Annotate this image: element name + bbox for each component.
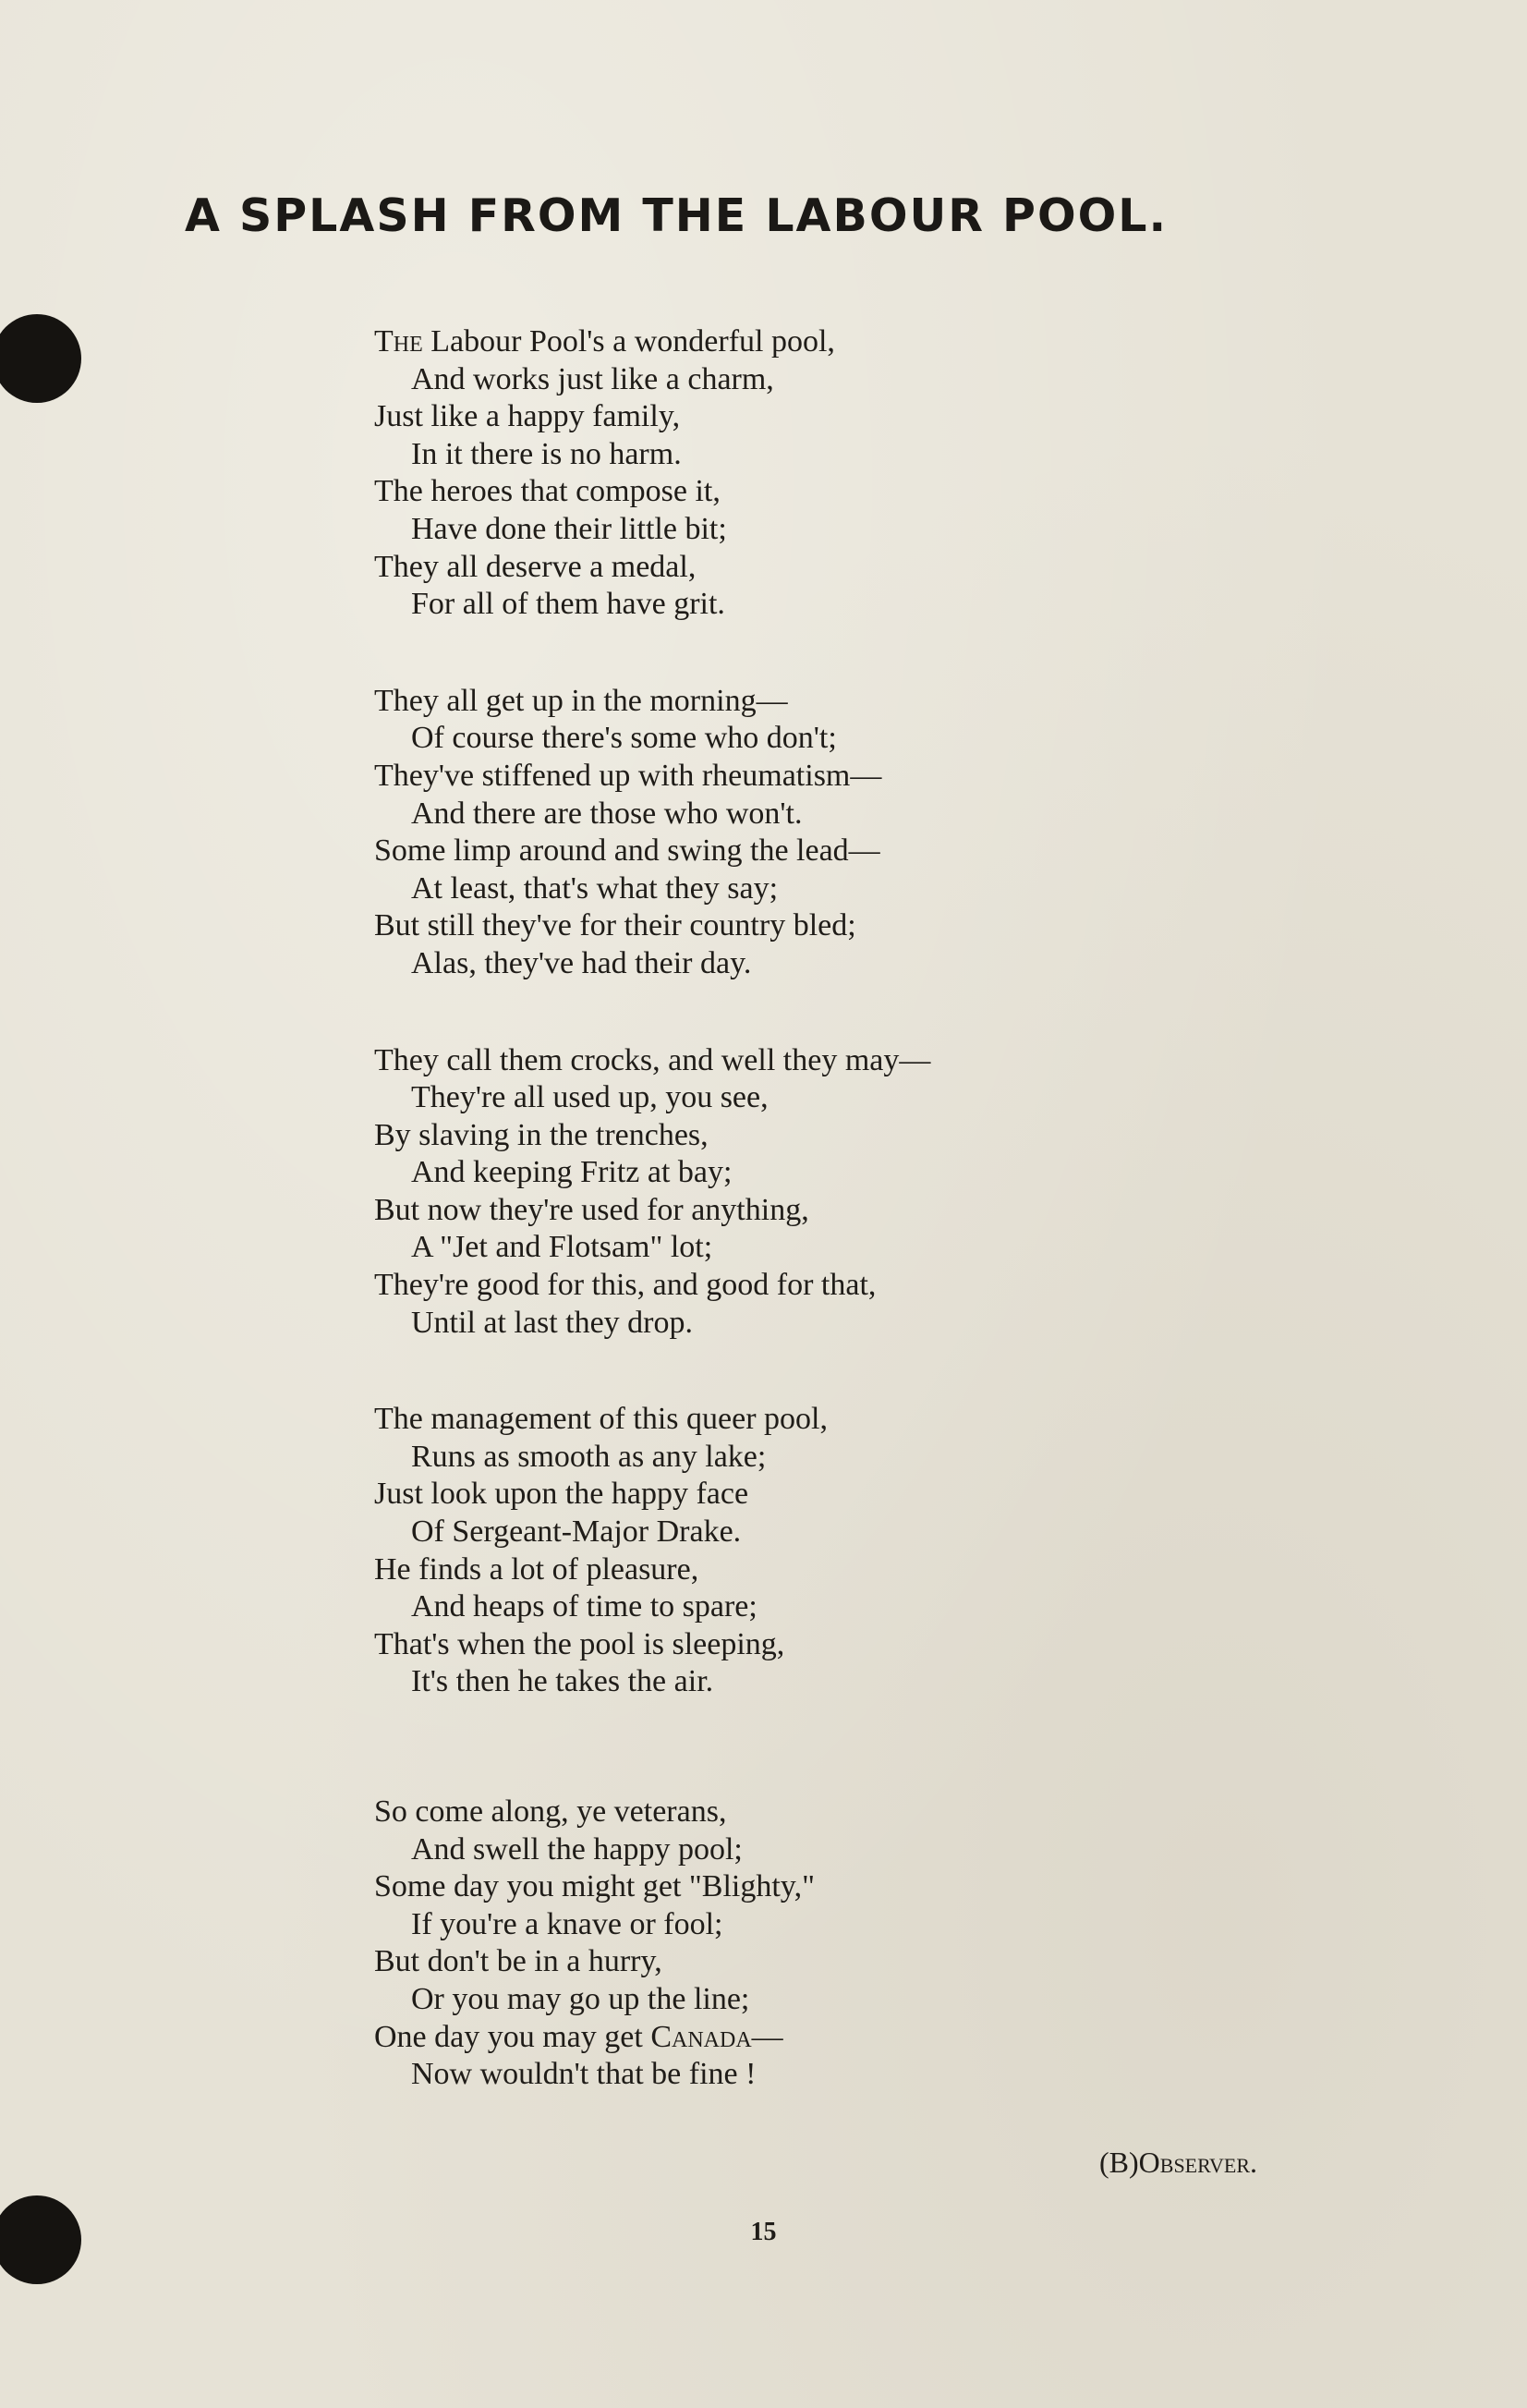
poem-line: Just look upon the happy face: [374, 1477, 749, 1512]
poem-line: By slaving in the trenches,: [374, 1117, 709, 1152]
poem-line: But still they've for their country bled;: [374, 908, 856, 943]
poem-line: For all of them have grit.: [411, 587, 725, 622]
stanza-5: [374, 1794, 1344, 2094]
stanza-2: [374, 683, 1344, 983]
signature-name: Observer.: [1138, 2146, 1258, 2179]
poem-line: A "Jet and Flotsam" lot;: [411, 1230, 713, 1265]
poem-line: They're good for this, and good for that,: [374, 1268, 877, 1303]
poem-line: They all get up in the morning—: [374, 683, 788, 718]
poem-line: So come along, ye veterans,: [374, 1794, 727, 1829]
poem-title: A SPLASH FROM THE LABOUR POOL.: [185, 189, 1169, 242]
poem-line: But don't be in a hurry,: [374, 1944, 662, 1979]
poem-body: [374, 323, 1344, 2094]
poem-line: If you're a knave or fool;: [411, 1906, 723, 1941]
poem-line: And keeping Fritz at bay;: [411, 1155, 733, 1190]
page-number: 15: [750, 2218, 777, 2246]
binder-hole-top: [0, 314, 81, 403]
poem-line: Of Sergeant-Major Drake.: [411, 1514, 742, 1550]
poem-line: And there are those who won't.: [411, 796, 803, 831]
poem-line: [374, 323, 1344, 361]
poem-line: Have done their little bit;: [411, 511, 727, 546]
poem-line: The management of this queer pool,: [374, 1402, 828, 1437]
poem-line: Or you may go up the line;: [411, 1981, 750, 2016]
signature-prefix: (B): [1099, 2146, 1139, 2179]
author-signature: [1099, 2146, 1257, 2180]
poem-line: It's then he takes the air.: [411, 1664, 714, 1699]
poem-line: They all deserve a medal,: [374, 549, 697, 584]
poem-line: And heaps of time to spare;: [411, 1589, 757, 1624]
line-tail: —: [751, 2019, 783, 2054]
line-text: One day you may get: [374, 2019, 651, 2054]
poem-line: The heroes that compose it,: [374, 474, 721, 509]
poem-line: And swell the happy pool;: [411, 1831, 743, 1867]
poem-line: At least, that's what they say;: [411, 870, 779, 906]
poem-line: Now wouldn't that be fine !: [411, 2057, 757, 2092]
poem-line: That's when the pool is sleeping,: [374, 1626, 785, 1661]
poem-line: They're all used up, you see,: [411, 1080, 769, 1115]
poem-line: Alas, they've had their day.: [411, 945, 752, 980]
poem-line: He finds a lot of pleasure,: [374, 1551, 699, 1587]
poem-line: Some day you might get "Blighty,": [374, 1869, 815, 1904]
poem-line: Until at last they drop.: [411, 1305, 694, 1340]
poem-line: They've stiffened up with rheumatism—: [374, 758, 882, 793]
poem-line: In it there is no harm.: [411, 436, 682, 471]
poem-line: Runs as smooth as any lake;: [411, 1439, 767, 1474]
poem-line: Some limp around and swing the lead—: [374, 833, 880, 869]
first-word: The: [374, 324, 423, 359]
poem-line: Of course there's some who don't;: [411, 721, 837, 756]
poem-line: [374, 2019, 1344, 2057]
line-text: Labour Pool's a wonderful pool,: [422, 324, 835, 359]
poem-line: But now they're used for anything,: [374, 1192, 809, 1227]
stanza-3: [374, 1042, 1344, 1343]
poem-line: And works just like a charm,: [411, 361, 774, 396]
poem-line: Just like a happy family,: [374, 399, 681, 434]
stanza-1: [374, 323, 1344, 624]
poem-line: They call them crocks, and well they may—: [374, 1042, 931, 1077]
stanza-4: [374, 1401, 1344, 1701]
small-caps-word: Canada: [650, 2019, 752, 2054]
